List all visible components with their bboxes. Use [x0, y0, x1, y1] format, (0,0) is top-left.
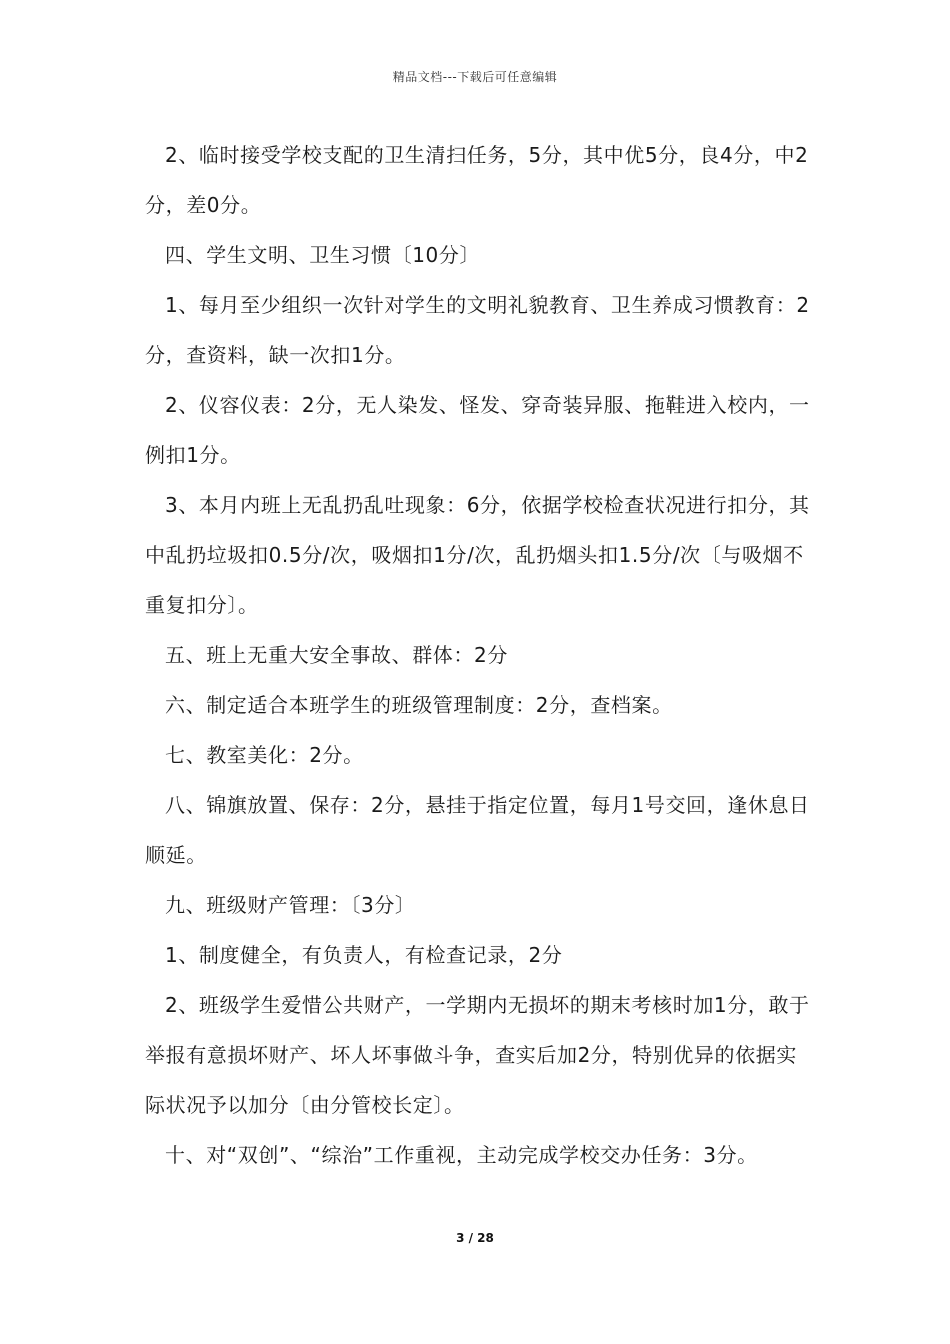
section-heading-safety: 五、班上无重大安全事故、群体：2分 — [165, 643, 508, 667]
paragraph-littering: 3、本月内班上无乱扔乱吐现象：6分，依据学校检查状况进行扣分，其中乱扔垃圾扣0.5分/次，吸烟扣1分/次，乱扔烟头扣1.5分/次〔与吸烟不重复扣分〕。 — [145, 493, 810, 617]
paragraph-etiquette-education: 1、每月至少组织一次针对学生的文明礼貌教育、卫生养成习惯教育：2分，查资料，缺一次扣1分。 — [145, 293, 810, 367]
section-heading-class-rules: 六、制定适合本班学生的班级管理制度：2分，查档案。 — [165, 693, 673, 717]
section-heading-classroom-decoration: 七、教室美化：2分。 — [165, 743, 364, 767]
paragraph-property-care: 2、班级学生爱惜公共财产，一学期内无损坏的期末考核时加1分，敢于举报有意损坏财产、坏人坏事做斗争，查实后加2分，特别优异的依据实际状况予以加分〔由分管校长定〕。 — [145, 993, 810, 1117]
document-body — [145, 130, 815, 1180]
paragraph-property-system: 1、制度健全，有负责人，有检查记录，2分 — [165, 943, 563, 967]
paragraph-cleaning-task: 2、临时接受学校支配的卫生清扫任务，5分，其中优5分，良4分，中2分，差0分。 — [145, 143, 809, 217]
section-heading-property-management: 九、班级财产管理：〔3分〕 — [165, 893, 416, 917]
section-heading-civilized-habits: 四、学生文明、卫生习惯〔10分〕 — [165, 243, 481, 267]
page-header: 精品文档---下载后可任意编辑 — [392, 70, 558, 84]
section-heading-banner-storage: 八、锦旗放置、保存：2分，悬挂于指定位置，每月1号交回，逢休息日顺延。 — [145, 793, 810, 867]
section-heading-dual-creation: 十、对“双创”、“综治”工作重视，主动完成学校交办任务：3分。 — [165, 1143, 758, 1167]
page-number: 3 / 28 — [456, 1231, 494, 1245]
paragraph-appearance: 2、仪容仪表：2分，无人染发、怪发、穿奇装异服、拖鞋进入校内，一例扣1分。 — [145, 393, 810, 467]
